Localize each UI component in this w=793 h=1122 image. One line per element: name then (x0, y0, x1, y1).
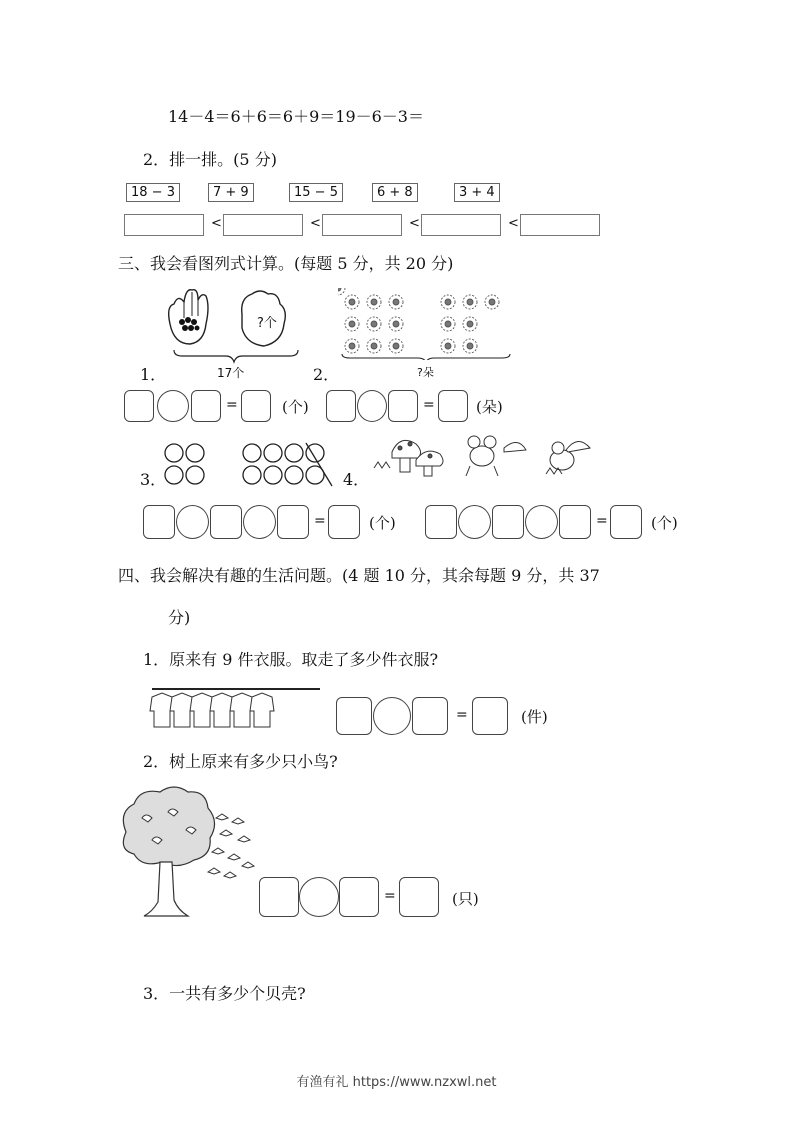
answer-box[interactable] (191, 390, 221, 422)
operator-circle[interactable] (157, 390, 189, 422)
q2-text: 2．树上原来有多少只小鸟? (143, 752, 338, 771)
rank-answer-box[interactable] (322, 214, 402, 236)
unit-label: (只) (452, 890, 479, 908)
result-box[interactable] (241, 390, 271, 422)
operator-circle[interactable] (525, 505, 558, 539)
operator-circle[interactable] (357, 390, 387, 422)
equals-sign: = (456, 707, 468, 723)
equals-sign: = (596, 513, 608, 529)
problem-number: 4． (343, 470, 370, 489)
result-box[interactable] (399, 877, 439, 917)
footer-watermark: 有渔有礼 https://www.nzxwl.net (296, 1075, 497, 1090)
equals-sign: = (423, 397, 435, 413)
operator-circle[interactable] (176, 505, 209, 539)
unit-label: (个) (369, 514, 396, 532)
rank-answer-box[interactable] (124, 214, 204, 236)
answer-box[interactable] (210, 505, 242, 539)
equals-sign: = (384, 888, 396, 904)
equals-sign: = (314, 513, 326, 529)
less-than-sign: < (310, 216, 321, 231)
answer-box[interactable] (492, 505, 524, 539)
hands-illustration (160, 284, 310, 368)
q1-text: 1．原来有 9 件衣服。取走了多少件衣服? (143, 650, 439, 669)
unit-label: (个) (282, 398, 309, 416)
answer-box[interactable] (259, 877, 299, 917)
rank-answer-box[interactable] (520, 214, 600, 236)
answer-box[interactable] (277, 505, 309, 539)
answer-box[interactable] (425, 505, 457, 539)
equations-line: 14－4＝6＋6＝6＋9＝19－6－3＝ (168, 107, 424, 126)
unit-label: (个) (651, 514, 678, 532)
section4-heading: 四、我会解决有趣的生活问题。(4 题 10 分，其余每题 9 分，共 37 (118, 566, 600, 585)
unit-label: (件) (521, 708, 548, 726)
rank-answer-box[interactable] (223, 214, 303, 236)
result-box[interactable] (328, 505, 360, 539)
answer-box[interactable] (412, 697, 448, 735)
q2-label: 2．排一排。(5 分) (143, 150, 277, 169)
expression-box: 7 + 9 (208, 183, 254, 202)
answer-box[interactable] (326, 390, 356, 422)
q3-text: 3．一共有多少个贝壳? (143, 984, 306, 1003)
operator-circle[interactable] (299, 877, 339, 917)
section4-heading-continued: 分) (168, 608, 191, 627)
operator-circle[interactable] (243, 505, 276, 539)
less-than-sign: < (409, 216, 420, 231)
problem-number: 3． (140, 470, 167, 489)
less-than-sign: < (508, 216, 519, 231)
result-box[interactable] (438, 390, 468, 422)
section3-heading: 三、我会看图列式计算。(每题 5 分，共 20 分) (118, 254, 454, 273)
circles-illustration (162, 440, 344, 490)
result-box[interactable] (610, 505, 642, 539)
answer-box[interactable] (559, 505, 591, 539)
operator-circle[interactable] (373, 697, 411, 735)
equals-sign: = (226, 397, 238, 413)
problem-number: 1． (140, 365, 167, 384)
answer-box[interactable] (143, 505, 175, 539)
expression-box: 18 − 3 (126, 183, 180, 202)
answer-box[interactable] (336, 697, 372, 735)
result-box[interactable] (472, 697, 508, 735)
hand-question-label: ?个 (257, 316, 277, 331)
answer-box[interactable] (339, 877, 379, 917)
expression-box: 15 − 5 (289, 183, 343, 202)
answer-box[interactable] (388, 390, 418, 422)
clothes-illustration (146, 683, 324, 735)
tree-birds-illustration (112, 782, 262, 922)
expression-box: 3 + 4 (454, 183, 500, 202)
brace-total-label: ?朵 (417, 366, 434, 379)
flowers-illustration (338, 288, 516, 360)
less-than-sign: < (211, 216, 222, 231)
answer-box[interactable] (124, 390, 154, 422)
rank-answer-box[interactable] (421, 214, 501, 236)
expression-box: 6 + 8 (372, 183, 418, 202)
mushrooms-illustration (370, 430, 606, 486)
unit-label: (朵) (476, 398, 503, 416)
operator-circle[interactable] (458, 505, 491, 539)
brace-total-label: 17个 (217, 366, 245, 380)
problem-number: 2． (313, 365, 340, 384)
